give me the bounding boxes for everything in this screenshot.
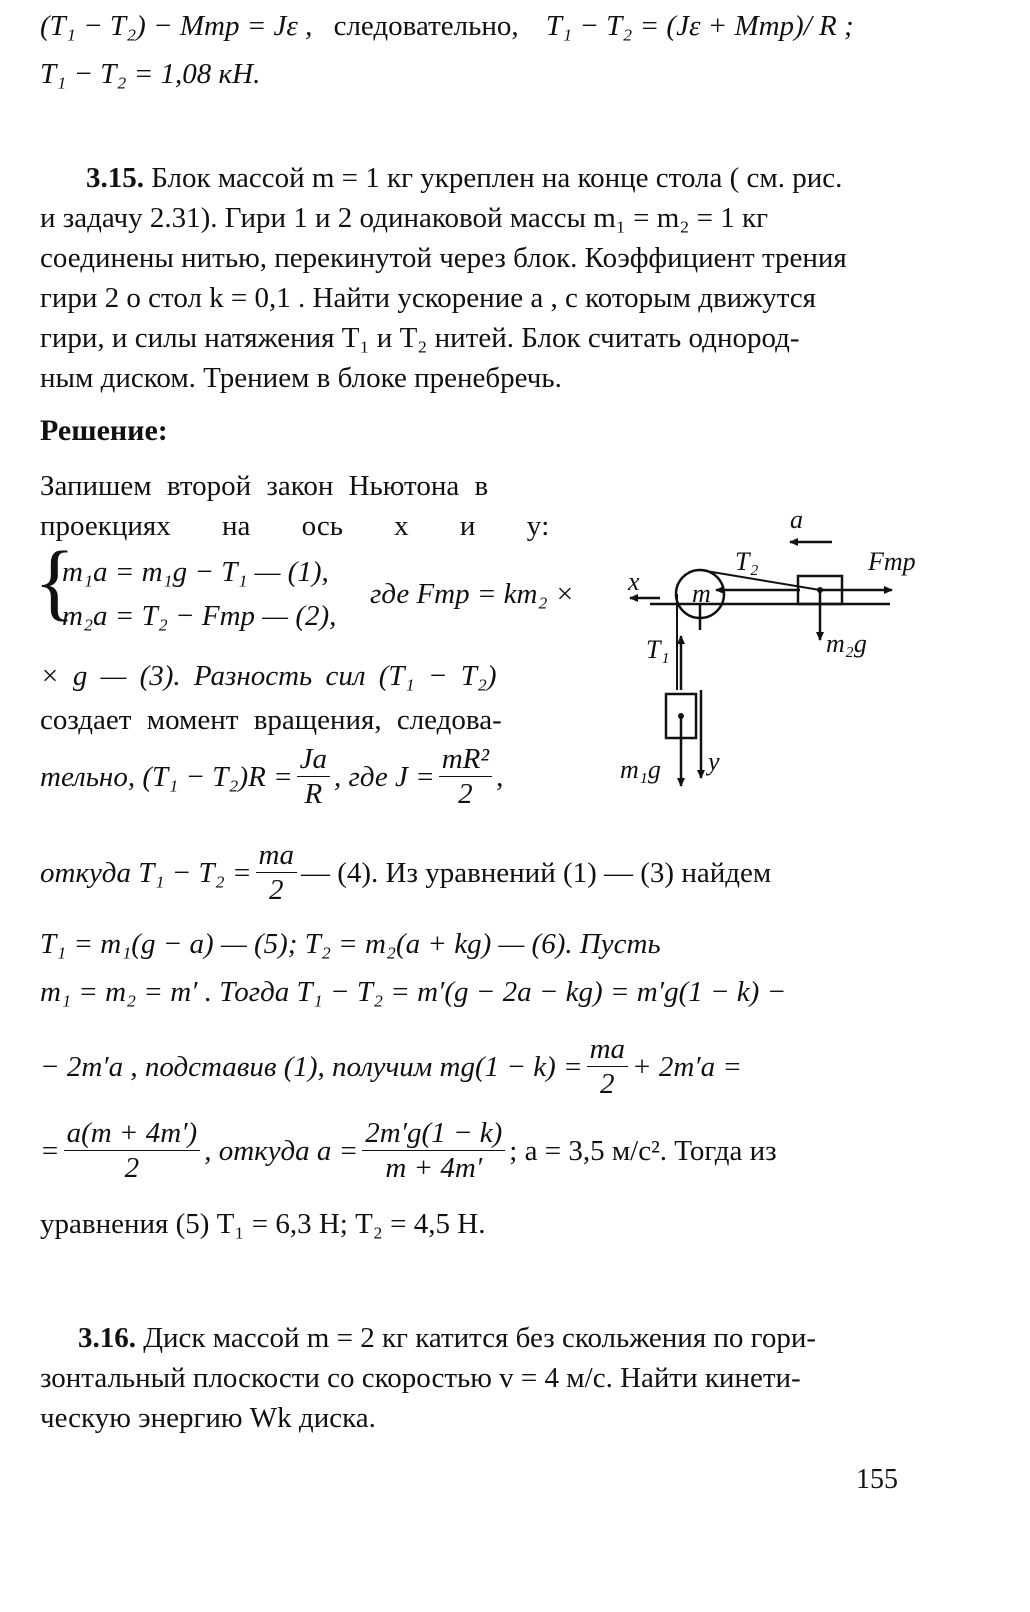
fraction-ma-over-2-b: $\frac{ma}{2}$ — [587, 1032, 628, 1101]
label-x: x — [628, 567, 640, 596]
label-m: m — [692, 579, 711, 608]
label-t1: T₁ — [646, 635, 670, 664]
problem-316-line-1: 3.16. Диск массой m = 2 кг катится без скольжения по гори- — [78, 1322, 817, 1354]
weight-2-center-dot — [817, 587, 823, 593]
fraction-am-over-2: $\frac{a(m + 4m')}{2}$ — [64, 1116, 201, 1185]
moment-line: создает момент вращения, следова- — [40, 704, 502, 736]
problem-315-line-6: ным диском. Трением в блоке пренебречь. — [40, 362, 562, 394]
problem-315-text: Блок массой m = 1 кг укреплен на конце стола ( см. рис. — [151, 162, 843, 194]
solution-heading: Решение: — [40, 414, 168, 447]
force-difference-line: × g — (3). Разность сил (T₁ − T₂) — [40, 660, 497, 692]
equal-masses-line: m₁ = m₂ = m′ . Тогда T₁ − T₂ = m′(g − 2a − kg) = m′g(1 − k) − — [40, 976, 787, 1008]
acceleration-line: = $\frac{a(m + 4m')}{2}$ , откуда a = $\frac{2m'g(1 - k)}{m + 4m'}$ ; a = 3,5 м/с². Тогда из — [40, 1117, 777, 1184]
problem-316-number: 3.16. — [78, 1322, 136, 1354]
tension-difference-result: T₁ − T₂ = 1,08 кН. — [40, 58, 261, 90]
label-m1g: m₁g — [620, 755, 661, 784]
equation-system-brace: { — [34, 533, 76, 629]
page-number: 155 — [856, 1464, 898, 1495]
equation-1: m₁a = m₁g − T₁ — (1), — [62, 556, 329, 588]
torque-equation: (T₁ − T₂) − Mтр = Jε , — [40, 10, 313, 42]
fraction-ma-over-2: $\frac{ma}{2}$ — [256, 838, 297, 907]
label-t2: T₂ — [735, 547, 759, 576]
problem-315-number: 3.15. — [86, 162, 144, 194]
label-y: y — [708, 747, 720, 776]
solution-intro-line-2: проекциях на ось x и y: — [40, 510, 550, 542]
tension-difference-formula: T₁ − T₂ = (Jε + Mтр)/ R ; — [545, 10, 854, 42]
solution-intro-line-1: Запишем второй закон Ньютона в — [40, 470, 489, 502]
friction-force-definition: где Fтр = km₂ × — [370, 578, 575, 610]
equation-2: m₂a = T₂ − Fтр — (2), — [62, 600, 337, 632]
result-line: уравнения (5) T₁ = 6,3 Н; T₂ = 4,5 Н. — [40, 1208, 486, 1240]
top-equation-line — [40, 6, 854, 46]
pulley-diagram — [600, 490, 930, 820]
fraction-acceleration: $\frac{2m'g(1 - k)}{m + 4m'}$ — [362, 1116, 505, 1185]
weight-1-center-dot — [678, 713, 684, 719]
substitution-line: − 2m′a , подставив (1), получим mg(1 − k) = $\frac{ma}{2}$ + 2m′a = — [40, 1033, 742, 1100]
tensions-equation-line: T₁ = m₁(g − a) — (5); T₂ = m₂(a + kg) — (6). Пусть — [40, 928, 661, 960]
problem-315-line-5: гири, и силы натяжения T₁ и T₂ нитей. Блок считать однород- — [40, 322, 800, 354]
equation-4-line: откуда T₁ − T₂ = $\frac{ma}{2}$ — (4). Из уравнений (1) — (3) найдем — [40, 839, 772, 906]
fraction-mr2-over-2: $\frac{\text{mR²}}{2}$ — [439, 742, 492, 811]
fraction-ja-over-r: $\frac{Ja}{R}$ — [297, 742, 330, 811]
problem-315-line-3: соединены нитью, перекинутой через блок. Коэффициент трения — [40, 242, 847, 274]
label-a: a — [790, 505, 803, 534]
top-result-line — [40, 54, 260, 94]
problem-315-line-1 — [86, 158, 842, 198]
label-ftr: Fтр — [868, 547, 916, 576]
problem-315-line-4: гири 2 о стол k = 0,1 . Найти ускорение a , с которым движутся — [40, 282, 816, 314]
problem-315-line-2: и задачу 2.31). Гири 1 и 2 одинаковой массы m₁ = m₂ = 1 кг — [40, 202, 769, 234]
therefore-word: следовательно, — [333, 10, 519, 42]
problem-316-line-2: зонтальный плоскости со скоростью v = 4 м/с. Найти кинети- — [40, 1362, 801, 1394]
label-m2g: m₂g — [826, 629, 867, 658]
moment-equation-line: тельно, (T₁ − T₂)R = $\frac{Ja}{R}$ , где J = $\frac{\text{mR²}}{2}$ , — [40, 743, 504, 810]
problem-316-line-3: ческую энергию Wk диска. — [40, 1402, 376, 1434]
